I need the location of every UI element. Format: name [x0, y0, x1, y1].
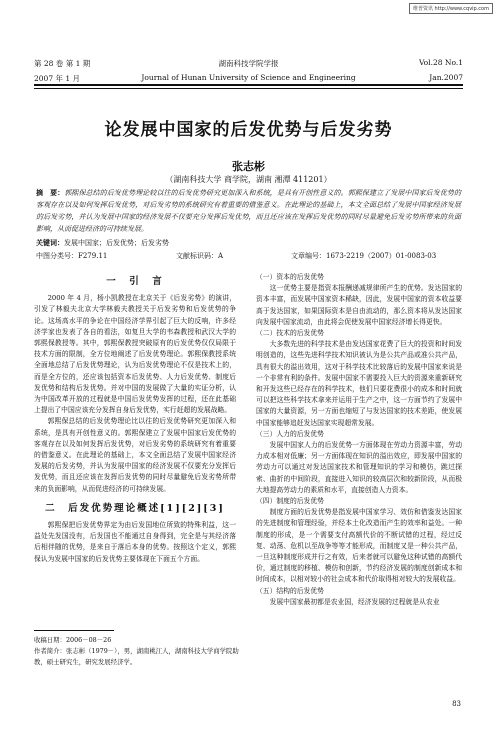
paragraph: 2000 年 4 月，杨小凯教授在北京关于《后发劣势》的演讲，引发了林毅夫北京大学林毅夫教授关于后发劣势和后发优势的争论。这场高水平的争论在中国经济学界引起了巨大的反响，许多经济学家也发表了各自的看法，如复旦大学的韦森教授和武汉大学的郭熙保教授等。其中，郭熙保教授突破原有的后发优势仅仅局限于技术方面的限制，全方位地阐述了后发优势理论。郭熙保教授系统全面地总结了后发优势理论，认为后发优势理论不仅是技术上的，而是全方位的，还应该包括资本后发优势、人力后发优势、制度后发优势和结构后发优势。并对中国的发展做了大量的实证分析，认为中国改革开放的过程就是中国后发优势发挥的过程，还在此基础上提出了中国应该充分发挥自身后发优势，实行赶超的发展战略。 [34, 294, 236, 415]
paragraph: 发展中国家人力的后发优势一方面体现在劳动力资源丰富，劳动力成本相对低廉；另一方面体现在知识的溢出效应，即发展中国家的劳动力可以通过对发达国家技术和管理知识的学习和模仿，跳过探索、曲折的中间阶段，直接进入知识的较高层次和较新阶段，从而极大地提高劳动力的素质和水平，直接创造人力资本。 [256, 441, 462, 494]
date-cn: 2007 年 1 月 [34, 74, 81, 83]
left-column [34, 272, 236, 565]
abstract-label: 摘 要： [36, 188, 65, 197]
watermark-stamp: 维普资讯 http://www.cqvip.com [409, 3, 493, 14]
paragraph: 郭熙保把后发优势界定为由后发国地位所致的特殊利益，这一益处先发国没有，后发国也不能通过自身得到，完全是与其经济落后相伴随的优势，是来自于落后本身的优势。按照这个定义，郭熙保认为发展中国家的后发优势主要体现在下面五个方面。 [34, 521, 236, 563]
author-bio: 作者简介：张志彬（1979－），男，湖南桃江人，湖南科技大学商学院助教，硕士研究生，研究发展经济学。 [34, 647, 239, 666]
subsection-title: （五）结构的后发优势 [256, 586, 324, 595]
abstract-text: 郭熙保总结的后发优势理论较以往的后发优势研究更加深入和系统，是具有开创性意义的。郭熙保建立了发展中国家后发优势的客观存在以及如何发挥后发优势，对后发劣势的系统研究有着重要的借鉴意义。在此理论的基础上，本文全面总结了发展中国家经济发展的后发劣势，并认为发展中国家的经济发展不仅要充分发挥后发优势，而且还应该在发挥后发优势的同时尽量避免后发劣势所带来的负面影响，从而促进经济的可持续发展。 [36, 189, 462, 233]
date-en: Jan.2007 [429, 73, 463, 82]
section-title-introduction: 一 引 言 [106, 276, 164, 287]
right-column [256, 272, 462, 608]
subsection-title: （三）人力的后发优势 [256, 429, 324, 438]
paragraph: 制度方面的后发优势是指发展中国家学习、效仿和借鉴发达国家的先进制度和管理经验，并经本土化改造而产生的效率和益处。一种制度的形成，是一个需要支付高额代价的不断试错的过程，经过反复、动荡、危机以至战争等等才能形成，而制度又是一种公共产品，一旦这种制度形成并行之有效，后来者就可以避免这种试错的高额代价，通过制度的移植、模仿和创新，节约经济发展的制度创新成本和时间成本，以相对较小的社会成本和代价取得相对较大的发展收益。 [256, 508, 462, 584]
header-rule-thick [34, 84, 463, 86]
page-number: 83 [452, 700, 461, 708]
clc-number: 中图分类号：F279.11 [36, 252, 108, 260]
journal-name-cn: 湖南科技学院学报 [218, 59, 279, 68]
paragraph: 发展中国家最初都是农业国，经济发展的过程就是从农业 [269, 597, 440, 606]
keywords-label: 关键词： [36, 238, 64, 247]
subsection-title: （二）技术的后发优势 [256, 329, 324, 338]
keywords [36, 238, 461, 248]
volume-issue-cn: 第 28 卷 第 1 期 [34, 59, 91, 68]
footnote-rule [34, 630, 114, 631]
volume-issue-en: Vol.28 No.1 [418, 58, 463, 67]
paragraph: 这一优势主要是指资本报酬递减规律所产生的优势。发达国家的资本丰富，而发展中国家资本稀缺，因此，发展中国家的资本收益要高于发达国家，如果国际资本是自由流动的，那么资本将从发达国家向发展中国家流动，由此将会促使发展中国家经济增长得更快。 [256, 284, 462, 326]
header-rule-thin [34, 88, 463, 89]
article-number: 文章编号：1673-2219（2007）01-0083-03 [291, 252, 437, 260]
paragraph: 大多数先进的科学技术是由发达国家花费了巨大的投资和时间发明创造的，这些先进科学技术知识被认为是公共产品或准公共产品，具有很大的溢出效用，这对于科学技术比较落后的发展中国家来说是一个非常有利的条件。发展中国家不需要投入巨大的资源来重新研究和开发这些已经存在的科学技术，他们只要花费很小的成本和时间就可以把这些科学技术拿来并运用于生产之中，这一方面节约了发展中国家的大量资源，另一方面也缩短了与发达国家的技术差距，使发展中国家能够追赶发达国家实现超常发展。 [256, 340, 462, 427]
subsection-title: （一）资本的后发优势 [256, 273, 324, 281]
paragraph: 郭熙保总结的后发优势理论比以往的后发优势研究更加深入和系统，是具有开创性意义的。郭熙保建立了发展中国家后发优势的客观存在以及如何发挥后发优势，对后发劣势的系统研究有着重要的借鉴意义。在此理论的基础上，本文全面总结了发展中国家经济发展的后发劣势，并认为发展中国家的经济发展不仅要充分发挥后发优势，而且还应该在发挥后发优势的同时尽量避免后发劣势所带来的负面影响，从而促进经济的可持续发展。 [34, 417, 236, 493]
document-code: 文献标识码：A [176, 252, 224, 260]
article-title: 论发展中国家的后发优势与后发劣势 [104, 120, 393, 140]
author-affiliation: （湖南科技大学 商学院，湖南 湘潭 411201） [165, 175, 332, 184]
subsection-title: （四）制度的后发优势 [256, 497, 324, 506]
author-name: 张志彬 [232, 160, 265, 173]
received-date: 收稿日期：2006－08－26 [34, 636, 112, 644]
section-title-theory: 二 后发优势理论概述[1][2][3] [45, 502, 225, 514]
journal-name-en: Journal of Hunan University of Science and Engineering [141, 73, 356, 82]
abstract [36, 187, 461, 235]
footnote [34, 635, 244, 668]
keywords-text: 发展中国家；后发优势；后发劣势 [64, 239, 169, 247]
